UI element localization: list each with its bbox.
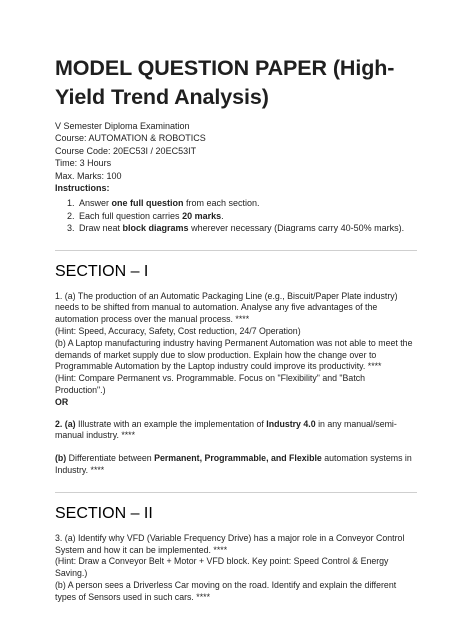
- question-paper: [55, 54, 417, 604]
- instructions-list: [55, 197, 417, 234]
- course-code: Course Code: 20EC53I / 20EC53IT: [55, 145, 197, 156]
- instruction-item: 1. Answer one full question from each section.: [77, 197, 417, 209]
- question-1a: 1. (a) The production of an Automatic Packaging Line (e.g., Biscuit/Paper Plate industry) needs to be shifted from manual to automation. Analyse any five advantages of the automation process over the manual process. **** (Hint: Speed, Accuracy, Safety, Cost reduction, 24/7 Operation) (b) A Laptop manufacturing industry having Permanent Automation was not able to meet the demands of market supply due to slow production. Explain how the change over to Programmable Automation by the Laptop industry could improve its productivity. **** (Hint: Compare Permanent vs. Programmable. Focus on "Flexibility" and "Batch Production".) OR: [55, 290, 413, 407]
- question-1a-hint: (Hint: Speed, Accuracy, Safety, Cost reduction, 24/7 Operation): [55, 326, 301, 337]
- section-divider: [55, 492, 417, 493]
- exam-name: V Semester Diploma Examination: [55, 121, 190, 131]
- question-3b: (b) A person sees a Driverless Car moving on the road. Identify and explain the different types of Sensors used in such cars. ****: [55, 580, 397, 602]
- section-1-heading: SECTION – I: [55, 262, 149, 280]
- section-2-heading: SECTION – II: [55, 504, 153, 522]
- question-2a: 2. (a) Illustrate with an example the implementation of Industry 4.0 in any manual/semi-manual industry. ****: [55, 418, 397, 441]
- course-name: Course: AUTOMATION & ROBOTICS: [55, 133, 206, 144]
- instruction-item: 3. Draw neat block diagrams wherever necessary (Diagrams carry 40-50% marks).: [77, 222, 417, 234]
- question-1b: (b) A Laptop manufacturing industry having Permanent Automation was not able to meet the demands of market supply due to slow production. Explain how the change over to Programmable Automation by the Laptop industry could improve its productivity. ****: [55, 337, 413, 372]
- or-separator: OR: [55, 396, 69, 407]
- question-1b-hint: (Hint: Compare Permanent vs. Programmable. Focus on "Flexibility" and "Batch Production".): [55, 373, 366, 396]
- exam-meta: [55, 120, 417, 194]
- question-3a: 3. (a) Identify why VFD (Variable Frequency Drive) has a major role in a Conveyor Control System and how it can be implemented. **** (Hint: Draw a Conveyor Belt + Motor + VFD block. Key point: Speed Control & Energy Saving.) (b) A person sees a Driverless Car moving on the road. Identify and explain the different types of Sensors used in such cars. ****: [55, 532, 405, 602]
- exam-time: Time: 3 Hours: [55, 158, 112, 169]
- question-2b: (b) Differentiate between Permanent, Programmable, and Flexible automation systems in Industry. ****: [55, 453, 412, 476]
- max-marks: Max. Marks: 100: [55, 170, 122, 181]
- instruction-item: 2. Each full question carries 20 marks.: [77, 210, 417, 222]
- question-3a-hint: (Hint: Draw a Conveyor Belt + Motor + VFD block. Key point: Speed Control & Energy Saving.): [55, 556, 389, 579]
- document-title: MODEL QUESTION PAPER (High-Yield Trend Analysis): [55, 56, 395, 109]
- instructions-label: Instructions:: [55, 183, 110, 194]
- section-divider: [55, 250, 417, 251]
